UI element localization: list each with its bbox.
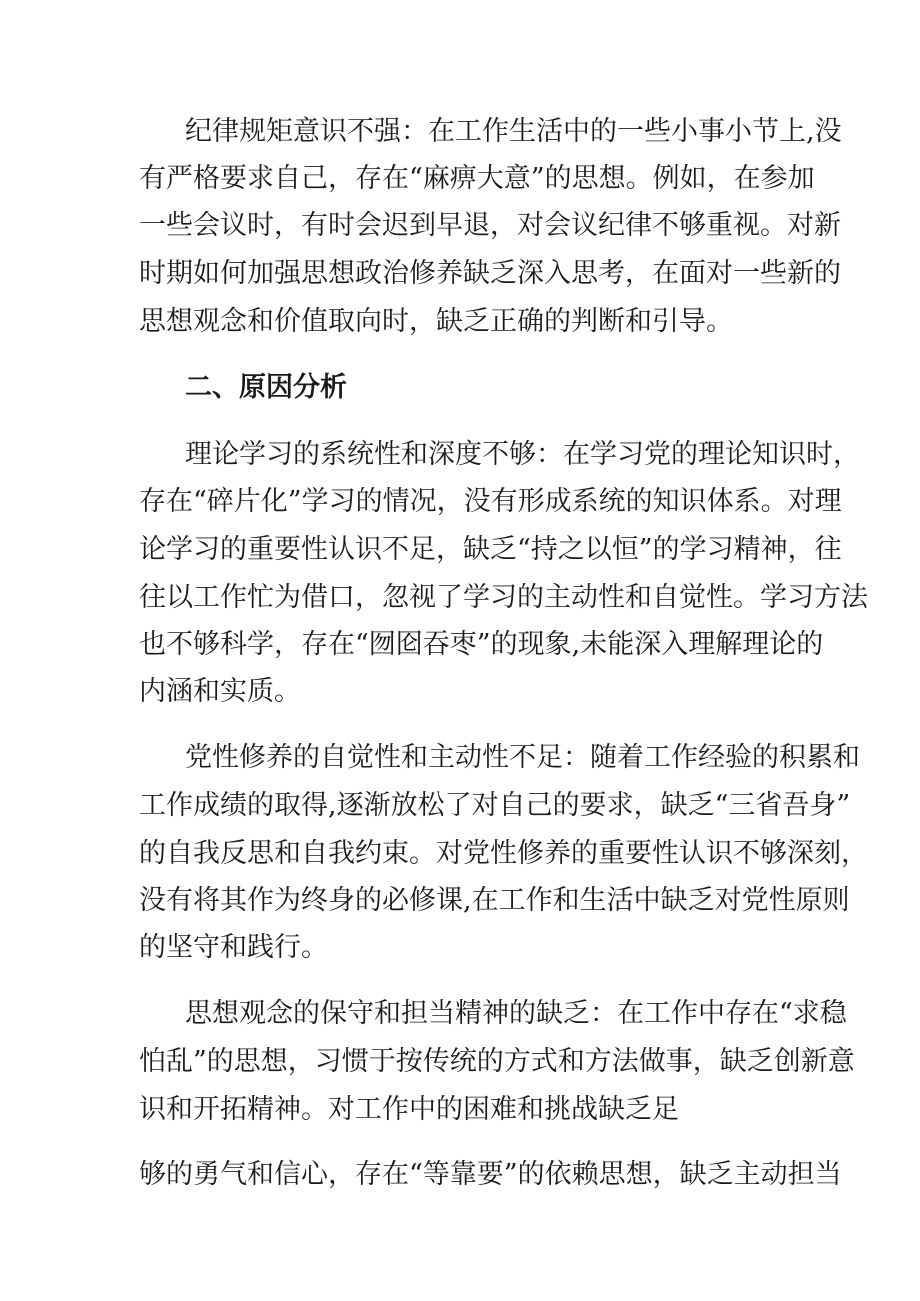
text-line: 时期如何加强思想政治修养缺乏深入思考，在面对一些新的 <box>139 258 841 289</box>
text-line: 有严格要求自己，存在“麻痹大意”的思想。例如，在参加 <box>139 163 815 194</box>
text-line: 理论学习的系统性和深度不够：在学习党的理论知识时， <box>185 439 860 470</box>
text-line: 没有将其作为终身的必修课,在工作和生活中缺乏对党性原则 <box>139 885 850 916</box>
text-line: 论学习的重要性认识不足，缺乏“持之以恒”的学习精神，往 <box>139 534 842 565</box>
text-line: 存在“碎片化”学习的情况，没有形成系统的知识体系。对理 <box>139 486 842 517</box>
text-line: 一些会议时，有时会迟到早退，对会议纪律不够重视。对新 <box>139 210 841 241</box>
section-heading: 二、原因分析 <box>185 372 347 403</box>
text-line: 思想观念和价值取向时，缺乏正确的判断和引导。 <box>139 306 733 337</box>
text-line: 识和开拓精神。对工作中的困难和挑战缺乏足 <box>139 1094 679 1125</box>
text-line: 怕乱”的思想，习惯于按传统的方式和方法做事，缺乏创新意 <box>139 1046 855 1077</box>
text-line: 党性修养的自觉性和主动性不足：随着工作经验的积累和 <box>185 742 860 773</box>
text-line: 往以工作忙为借口，忽视了学习的主动性和自觉性。学习方法 <box>139 582 868 613</box>
text-line: 够的勇气和信心，存在“等靠要”的依赖思想，缺乏主动担当 <box>139 1159 842 1190</box>
text-line: 也不够科学，存在“囫囵吞枣”的现象,未能深入理解理论的 <box>139 629 824 660</box>
text-line: 工作成绩的取得,逐渐放松了对自己的要求，缺乏“三省吾身” <box>139 790 851 821</box>
text-line: 内涵和实质。 <box>139 676 301 707</box>
text-line: 的坚守和践行。 <box>139 932 328 963</box>
text-line: 的自我反思和自我约束。对党性修养的重要性认识不够深刻， <box>139 838 868 869</box>
text-line: 思想观念的保守和担当精神的缺乏：在工作中存在“求稳 <box>185 998 847 1029</box>
text-line: 纪律规矩意识不强：在工作生活中的一些小事小节上,没 <box>185 116 842 147</box>
